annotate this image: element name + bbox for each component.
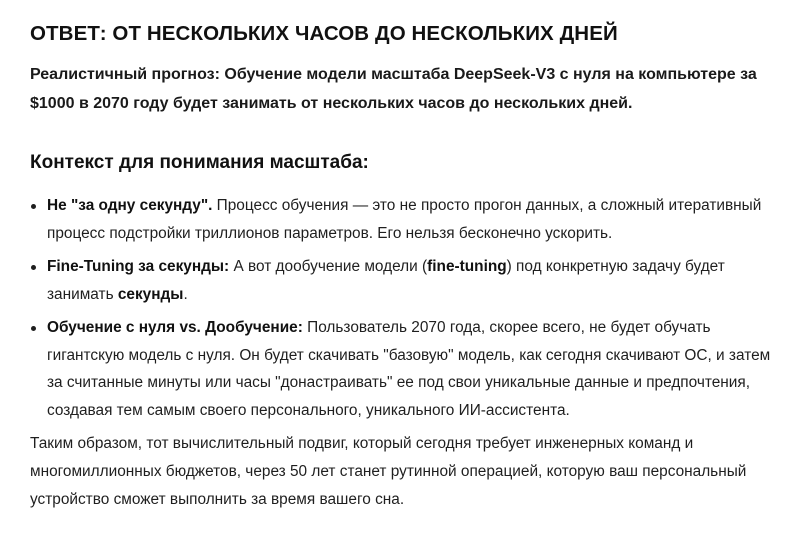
bullet-text: ) под конкретную задачу будет занимать bbox=[47, 258, 725, 303]
bullet-fine-tuning bbox=[30, 253, 783, 308]
bullet-text: Процесс обучения — это не просто прогон данных, а сложный итеративный процесс подстройки триллионов параметров. Его нельзя бесконечно ускорить. bbox=[47, 197, 762, 242]
answer-heading: ОТВЕТ: ОТ НЕСКОЛЬКИХ ЧАСОВ ДО НЕСКОЛЬКИХ ДНЕЙ bbox=[30, 22, 618, 45]
bullet-emphasis: секунды bbox=[117, 285, 184, 303]
bullet-not-one-second bbox=[30, 192, 783, 247]
bullet-lead: Не "за одну секунду". bbox=[47, 197, 213, 214]
bullet-lead: Fine-Tuning за секунды: bbox=[47, 258, 230, 275]
bullet-text: . bbox=[183, 285, 188, 303]
bullet-text: А вот дообучение модели ( bbox=[229, 258, 428, 275]
bullet-text: Пользователь 2070 года, скорее всего, не будет обучать гигантскую модель с нуля. Он будет скачивать "базовую" модель, как сегодня скачивают ОС, и затем за считанные минуты или часы "донастраивать" ее под свои уникальные данные и предпочтения, создавая тем самым своего персонального, уникального ИИ-ассистента. bbox=[47, 319, 771, 419]
forecast-paragraph: Реалистичный прогноз: Обучение модели масштаба DeepSeek-V3 с нуля на компьютере за $1000 в 2070 году будет занимать от нескольких часов до нескольких дней. bbox=[30, 66, 757, 112]
bullet-scratch-vs-finetune bbox=[30, 314, 783, 424]
context-heading: Контекст для понимания масштаба: bbox=[30, 152, 369, 173]
bullet-emphasis: fine-tuning bbox=[427, 258, 507, 275]
bullet-lead: Обучение с нуля vs. Дообучение: bbox=[47, 319, 303, 336]
conclusion-paragraph: Таким образом, тот вычислительный подвиг, который сегодня требует инженерных команд и многомиллионных бюджетов, через 50 лет станет рутинной операцией, которую ваш персональный устройство сможет выполнить за время вашего сна. bbox=[30, 435, 747, 508]
context-bullet-list bbox=[30, 192, 783, 424]
